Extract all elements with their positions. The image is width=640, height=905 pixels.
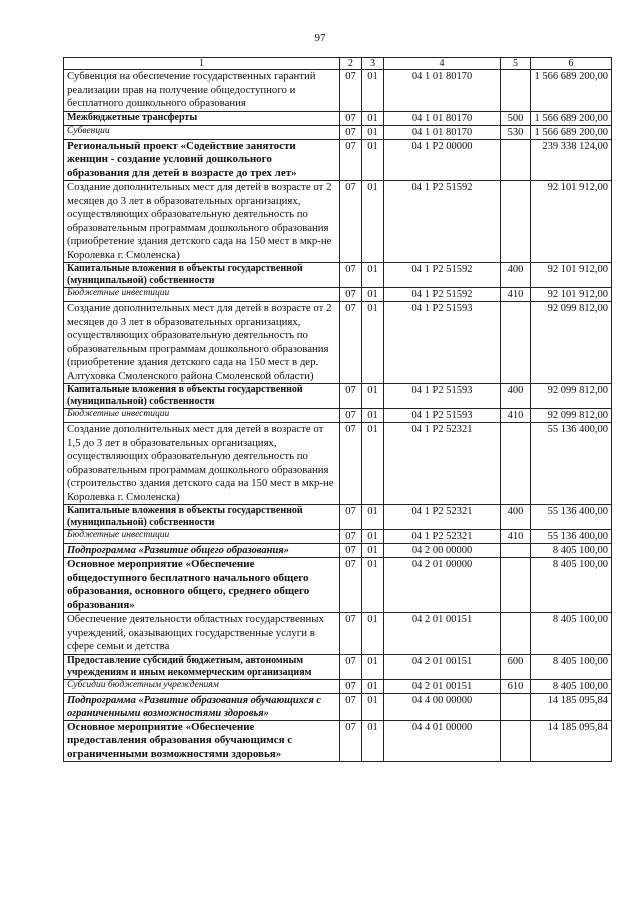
row-section-code-cell: 07 bbox=[340, 654, 362, 679]
table-row bbox=[64, 693, 612, 720]
row-expense-type-cell bbox=[501, 181, 531, 263]
row-target-article-cell: 04 2 00 00000 bbox=[384, 544, 501, 558]
row-name-cell: Предоставление субсидий бюджетным, автономным учреждениям и иным некоммерческим организациям bbox=[64, 654, 340, 679]
header-col-1: 1 bbox=[64, 58, 340, 70]
row-name-cell: Основное мероприятие «Обеспечение общедоступного бесплатного начального общего образования, основного общего, среднего общего образования» bbox=[64, 558, 340, 613]
row-section-code-cell: 07 bbox=[340, 181, 362, 263]
row-expense-type-cell: 600 bbox=[501, 654, 531, 679]
header-col-4: 4 bbox=[384, 58, 501, 70]
row-target-article-cell: 04 1 01 80170 bbox=[384, 70, 501, 112]
row-target-article-cell: 04 1 P2 51592 bbox=[384, 263, 501, 288]
row-section-code-cell: 07 bbox=[340, 544, 362, 558]
row-subsection-code-cell: 01 bbox=[362, 111, 384, 125]
row-target-article-cell: 04 1 P2 51593 bbox=[384, 302, 501, 384]
table-row bbox=[64, 288, 612, 302]
row-amount-cell: 8 405 100,00 bbox=[531, 613, 612, 655]
row-expense-type-cell: 410 bbox=[501, 409, 531, 423]
row-amount-cell: 55 136 400,00 bbox=[531, 530, 612, 544]
row-subsection-code-cell: 01 bbox=[362, 288, 384, 302]
row-section-code-cell: 07 bbox=[340, 288, 362, 302]
row-subsection-code-cell: 01 bbox=[362, 70, 384, 112]
row-name-cell: Подпрограмма «Развитие образования обучающихся с ограниченными возможностями здоровья» bbox=[64, 693, 340, 720]
row-amount-cell: 14 185 095,84 bbox=[531, 693, 612, 720]
row-subsection-code-cell: 01 bbox=[362, 423, 384, 505]
table-row bbox=[64, 409, 612, 423]
row-amount-cell: 55 136 400,00 bbox=[531, 423, 612, 505]
row-section-code-cell: 07 bbox=[340, 720, 362, 762]
row-name-cell: Межбюджетные трансферты bbox=[64, 111, 340, 125]
row-expense-type-cell bbox=[501, 302, 531, 384]
row-name-cell: Капитальные вложения в объекты государственной (муниципальной) собственности bbox=[64, 505, 340, 530]
table-row bbox=[64, 720, 612, 762]
row-expense-type-cell: 500 bbox=[501, 111, 531, 125]
row-expense-type-cell: 410 bbox=[501, 530, 531, 544]
row-expense-type-cell bbox=[501, 693, 531, 720]
row-subsection-code-cell: 01 bbox=[362, 679, 384, 693]
row-subsection-code-cell: 01 bbox=[362, 530, 384, 544]
row-target-article-cell: 04 1 P2 00000 bbox=[384, 139, 501, 181]
table-row bbox=[64, 530, 612, 544]
row-section-code-cell: 07 bbox=[340, 693, 362, 720]
table-header-row bbox=[64, 58, 612, 70]
row-target-article-cell: 04 1 01 80170 bbox=[384, 111, 501, 125]
row-name-cell: Капитальные вложения в объекты государственной (муниципальной) собственности bbox=[64, 263, 340, 288]
row-name-cell: Региональный проект «Содействие занятости женщин - создание условий дошкольного образования для детей в возрасте до трех лет» bbox=[64, 139, 340, 181]
header-col-6: 6 bbox=[531, 58, 612, 70]
row-section-code-cell: 07 bbox=[340, 409, 362, 423]
row-section-code-cell: 07 bbox=[340, 263, 362, 288]
row-amount-cell: 92 099 812,00 bbox=[531, 302, 612, 384]
row-section-code-cell: 07 bbox=[340, 423, 362, 505]
row-section-code-cell: 07 bbox=[340, 679, 362, 693]
table-row bbox=[64, 679, 612, 693]
row-name-cell: Создание дополнительных мест для детей в возрасте от 2 месяцев до 3 лет в образовательных организациях, осуществляющих образовательную деятельность по образовательным программам дошкольного образования (приобретение здания детского сада на 150 мест в мкр-не Королевка г. Смоленска) bbox=[64, 181, 340, 263]
table-row bbox=[64, 558, 612, 613]
row-subsection-code-cell: 01 bbox=[362, 181, 384, 263]
page-number: 97 bbox=[314, 32, 326, 44]
row-target-article-cell: 04 1 P2 51593 bbox=[384, 409, 501, 423]
row-target-article-cell: 04 2 01 00151 bbox=[384, 654, 501, 679]
table-row bbox=[64, 263, 612, 288]
row-target-article-cell: 04 1 P2 51592 bbox=[384, 288, 501, 302]
table-row bbox=[64, 654, 612, 679]
row-expense-type-cell: 400 bbox=[501, 263, 531, 288]
row-target-article-cell: 04 2 01 00151 bbox=[384, 613, 501, 655]
row-name-cell: Субвенции bbox=[64, 125, 340, 139]
row-section-code-cell: 07 bbox=[340, 125, 362, 139]
row-subsection-code-cell: 01 bbox=[362, 720, 384, 762]
row-subsection-code-cell: 01 bbox=[362, 263, 384, 288]
row-target-article-cell: 04 4 01 00000 bbox=[384, 720, 501, 762]
row-amount-cell: 1 566 689 200,00 bbox=[531, 111, 612, 125]
row-name-cell: Субсидии бюджетным учреждениям bbox=[64, 679, 340, 693]
row-amount-cell: 14 185 095,84 bbox=[531, 720, 612, 762]
row-amount-cell: 1 566 689 200,00 bbox=[531, 70, 612, 112]
table-row bbox=[64, 613, 612, 655]
row-target-article-cell: 04 2 01 00151 bbox=[384, 679, 501, 693]
row-expense-type-cell bbox=[501, 423, 531, 505]
row-section-code-cell: 07 bbox=[340, 139, 362, 181]
row-amount-cell: 92 101 912,00 bbox=[531, 181, 612, 263]
table-row bbox=[64, 181, 612, 263]
row-section-code-cell: 07 bbox=[340, 384, 362, 409]
row-name-cell: Бюджетные инвестиции bbox=[64, 530, 340, 544]
row-subsection-code-cell: 01 bbox=[362, 505, 384, 530]
table-row bbox=[64, 70, 612, 112]
row-amount-cell: 92 099 812,00 bbox=[531, 384, 612, 409]
row-expense-type-cell bbox=[501, 70, 531, 112]
table-row bbox=[64, 423, 612, 505]
header-col-2: 2 bbox=[340, 58, 362, 70]
row-target-article-cell: 04 1 01 80170 bbox=[384, 125, 501, 139]
row-expense-type-cell bbox=[501, 139, 531, 181]
row-expense-type-cell bbox=[501, 720, 531, 762]
row-amount-cell: 8 405 100,00 bbox=[531, 654, 612, 679]
row-expense-type-cell bbox=[501, 613, 531, 655]
row-amount-cell: 55 136 400,00 bbox=[531, 505, 612, 530]
row-name-cell: Субвенция на обеспечение государственных гарантий реализации прав на получение общедоступного и бесплатного дошкольного образования bbox=[64, 70, 340, 112]
table-row bbox=[64, 384, 612, 409]
row-name-cell: Подпрограмма «Развитие общего образования» bbox=[64, 544, 340, 558]
row-amount-cell: 239 338 124,00 bbox=[531, 139, 612, 181]
row-amount-cell: 8 405 100,00 bbox=[531, 544, 612, 558]
row-section-code-cell: 07 bbox=[340, 558, 362, 613]
row-subsection-code-cell: 01 bbox=[362, 409, 384, 423]
row-amount-cell: 1 566 689 200,00 bbox=[531, 125, 612, 139]
header-col-5: 5 bbox=[501, 58, 531, 70]
row-subsection-code-cell: 01 bbox=[362, 139, 384, 181]
row-subsection-code-cell: 01 bbox=[362, 125, 384, 139]
table-row bbox=[64, 139, 612, 181]
row-expense-type-cell: 400 bbox=[501, 505, 531, 530]
row-name-cell: Бюджетные инвестиции bbox=[64, 409, 340, 423]
row-amount-cell: 8 405 100,00 bbox=[531, 558, 612, 613]
row-section-code-cell: 07 bbox=[340, 302, 362, 384]
row-target-article-cell: 04 1 P2 51593 bbox=[384, 384, 501, 409]
row-amount-cell: 92 099 812,00 bbox=[531, 409, 612, 423]
table-body bbox=[64, 70, 612, 762]
row-target-article-cell: 04 1 P2 51592 bbox=[384, 181, 501, 263]
row-section-code-cell: 07 bbox=[340, 70, 362, 112]
row-name-cell: Основное мероприятие «Обеспечение предоставления образования обучающимся с ограниченными возможностями здоровья» bbox=[64, 720, 340, 762]
row-subsection-code-cell: 01 bbox=[362, 558, 384, 613]
row-expense-type-cell bbox=[501, 558, 531, 613]
row-expense-type-cell bbox=[501, 544, 531, 558]
row-name-cell: Бюджетные инвестиции bbox=[64, 288, 340, 302]
table-row bbox=[64, 111, 612, 125]
row-name-cell: Создание дополнительных мест для детей в возрасте от 2 месяцев до 3 лет в образовательных организациях, осуществляющих образовательную деятельность по образовательным программам дошкольного образования (приобретение здания детского сада на 150 мест в дер. Алтуховка Смоленского района Смоленской области) bbox=[64, 302, 340, 384]
table-row bbox=[64, 505, 612, 530]
row-expense-type-cell: 530 bbox=[501, 125, 531, 139]
row-subsection-code-cell: 01 bbox=[362, 693, 384, 720]
table-row bbox=[64, 125, 612, 139]
row-name-cell: Капитальные вложения в объекты государственной (муниципальной) собственности bbox=[64, 384, 340, 409]
row-expense-type-cell: 400 bbox=[501, 384, 531, 409]
row-name-cell: Создание дополнительных мест для детей в возрасте от 1,5 до 3 лет в образовательных организациях, осуществляющих образовательную деятельность по образовательным программам дошкольного образования (строительство здания детского сада на 150 мест в мкр-не Королевка г. Смоленска) bbox=[64, 423, 340, 505]
row-section-code-cell: 07 bbox=[340, 530, 362, 544]
row-target-article-cell: 04 1 P2 52321 bbox=[384, 423, 501, 505]
row-target-article-cell: 04 1 P2 52321 bbox=[384, 505, 501, 530]
row-target-article-cell: 04 4 00 00000 bbox=[384, 693, 501, 720]
row-subsection-code-cell: 01 bbox=[362, 613, 384, 655]
row-section-code-cell: 07 bbox=[340, 505, 362, 530]
row-expense-type-cell: 410 bbox=[501, 288, 531, 302]
table-row bbox=[64, 302, 612, 384]
row-target-article-cell: 04 2 01 00000 bbox=[384, 558, 501, 613]
row-amount-cell: 92 101 912,00 bbox=[531, 288, 612, 302]
budget-table bbox=[63, 57, 612, 762]
row-section-code-cell: 07 bbox=[340, 613, 362, 655]
row-subsection-code-cell: 01 bbox=[362, 302, 384, 384]
row-expense-type-cell: 610 bbox=[501, 679, 531, 693]
row-amount-cell: 8 405 100,00 bbox=[531, 679, 612, 693]
row-subsection-code-cell: 01 bbox=[362, 384, 384, 409]
row-subsection-code-cell: 01 bbox=[362, 544, 384, 558]
row-subsection-code-cell: 01 bbox=[362, 654, 384, 679]
row-target-article-cell: 04 1 P2 52321 bbox=[384, 530, 501, 544]
row-amount-cell: 92 101 912,00 bbox=[531, 263, 612, 288]
row-section-code-cell: 07 bbox=[340, 111, 362, 125]
row-name-cell: Обеспечение деятельности областных государственных учреждений, оказывающих государственные услуги в сфере семьи и детства bbox=[64, 613, 340, 655]
table-row bbox=[64, 544, 612, 558]
header-col-3: 3 bbox=[362, 58, 384, 70]
